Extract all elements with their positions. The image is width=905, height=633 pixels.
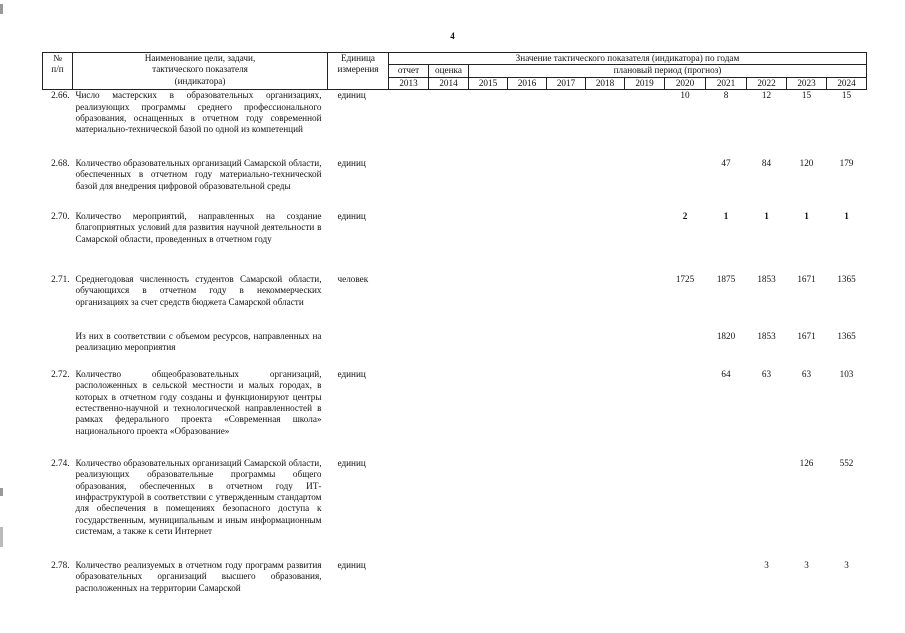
indicator-value <box>586 274 625 331</box>
indicator-value: 1365 <box>837 273 856 284</box>
indicator-value: 15 <box>841 90 852 101</box>
indicator-name: Из них в соответствии с объемом ресурсов, направленных на реализацию мероприятия <box>75 330 322 353</box>
indicator-value <box>547 90 586 158</box>
indicator-value: 12 <box>761 90 772 101</box>
table-row <box>43 274 867 331</box>
indicator-value <box>586 90 625 158</box>
indicator-value <box>586 369 625 458</box>
scan-artifact <box>0 4 3 14</box>
indicator-value <box>547 274 586 331</box>
header-planned: плановый период (прогноз) <box>469 65 867 77</box>
indicator-value: 10 <box>680 90 690 101</box>
indicator-value <box>508 90 547 158</box>
indicator-unit: единиц <box>337 90 366 101</box>
indicator-value: 1853 <box>757 273 776 284</box>
indicator-value <box>586 158 625 211</box>
indicator-value: 1671 <box>797 330 816 341</box>
indicator-value <box>389 274 429 331</box>
header-values: Значение тактического показателя (индикатора) по годам <box>389 53 867 65</box>
table-row <box>43 560 867 600</box>
indicator-value: 63 <box>801 368 812 379</box>
indicator-value <box>625 211 665 274</box>
indicator-unit: единиц <box>337 157 366 168</box>
indicator-value <box>389 331 429 369</box>
indicator-value: 3 <box>764 559 769 570</box>
indicator-unit: единиц <box>337 559 366 570</box>
indicator-value: 1725 <box>675 273 695 284</box>
indicator-value <box>547 211 586 274</box>
indicator-value <box>389 560 429 600</box>
indicator-value <box>508 369 547 458</box>
indicator-value <box>389 90 429 158</box>
indicator-value <box>429 158 469 211</box>
indicator-value: 1365 <box>837 330 856 341</box>
indicator-value <box>665 369 706 458</box>
indicator-value: 15 <box>801 90 812 101</box>
indicator-value <box>625 560 665 600</box>
row-number: 2.68. <box>51 157 70 168</box>
header-year: 2024 <box>827 77 867 89</box>
indicator-value <box>469 369 508 458</box>
header-unit: Единица измерения <box>328 53 389 90</box>
header-year: 2023 <box>787 77 827 89</box>
header-year: 2022 <box>747 77 787 89</box>
indicator-value <box>665 458 706 560</box>
indicator-unit: единиц <box>337 210 366 221</box>
indicator-value <box>508 560 547 600</box>
indicator-name: Количество образовательных организаций Самарской области, реализующих образовательные программы общего образования, обеспеченных в отчетном году ИТ-инфраструктурой в соответствии с утвержденным стандартом для обеспечения в помещениях безопасного доступа к государственным, муниципальным и иным информационным системам, а также к сети Интернет <box>75 457 322 537</box>
indicator-value <box>429 458 469 560</box>
indicator-value <box>508 211 547 274</box>
indicator-value: 1853 <box>757 330 776 341</box>
header-report: отчет <box>389 65 429 77</box>
row-number: 2.72. <box>51 368 70 379</box>
header-year: 2018 <box>586 77 625 89</box>
indicator-value: 3 <box>844 559 849 570</box>
indicator-value <box>429 211 469 274</box>
row-number: 2.74. <box>51 457 70 468</box>
indicator-value <box>508 331 547 369</box>
row-number: 2.78. <box>51 559 70 570</box>
header-year: 2014 <box>429 77 469 89</box>
header-year: 2019 <box>625 77 665 89</box>
indicator-value <box>389 458 429 560</box>
indicator-value <box>547 560 586 600</box>
indicator-name: Количество реализуемых в отчетном году программ развития образовательных организаций высшего образования, расположенных на территории Самарской <box>75 559 322 593</box>
row-number: 2.70. <box>51 210 70 221</box>
indicator-value <box>508 274 547 331</box>
indicator-value: 103 <box>839 368 854 379</box>
indicator-value <box>429 274 469 331</box>
indicator-value <box>469 90 508 158</box>
table-row <box>43 369 867 458</box>
indicator-value: 552 <box>839 457 854 468</box>
indicator-value: 1 <box>723 210 729 221</box>
indicators-table <box>42 52 867 600</box>
indicator-value <box>586 560 625 600</box>
table-row <box>43 458 867 560</box>
header-year: 2021 <box>706 77 747 89</box>
indicator-value <box>586 211 625 274</box>
table-row <box>43 331 867 369</box>
table-row <box>43 211 867 274</box>
indicator-value: 126 <box>799 457 814 468</box>
scan-artifact <box>0 527 3 547</box>
indicator-name: Количество общеобразовательных организаций, расположенных в сельской местности и малых городах, в которых в отчетном году созданы и функционируют центры естественно-научной и технологической направленностей в рамках федерального проекта «Современная школа» национального проекта «Образование» <box>75 368 322 436</box>
indicator-value: 8 <box>723 90 729 101</box>
indicator-value <box>508 158 547 211</box>
indicator-unit: единиц <box>337 457 366 468</box>
indicator-unit: единиц <box>337 368 366 379</box>
header-number: № п/п <box>43 53 73 90</box>
indicator-value: 179 <box>839 157 854 168</box>
indicator-value: 47 <box>721 157 731 168</box>
indicator-value <box>706 458 747 560</box>
row-number <box>43 331 73 369</box>
indicator-value: 1820 <box>716 330 736 341</box>
indicator-value <box>429 560 469 600</box>
indicator-value: 1 <box>764 210 769 221</box>
indicator-value <box>586 458 625 560</box>
header-year: 2013 <box>389 77 429 89</box>
indicator-value <box>665 560 706 600</box>
indicator-value <box>547 158 586 211</box>
indicator-value <box>429 331 469 369</box>
indicator-value <box>469 458 508 560</box>
indicator-name: Число мастерских в образовательных организациях, реализующих программы среднего профессионального образования, оснащенных в отчетном году современной материально-технической базой по одной из компетенций <box>75 90 322 135</box>
indicator-value: 2 <box>682 210 688 221</box>
indicator-name: Количество мероприятий, направленных на создание благоприятных условий для развития научной деятельности в Самарской области, проведенных в отчетном году <box>75 210 322 244</box>
indicator-value <box>706 560 747 600</box>
indicator-value <box>625 331 665 369</box>
indicator-unit <box>328 331 389 369</box>
scan-artifact <box>0 488 3 496</box>
indicator-value: 3 <box>804 559 809 570</box>
row-number: 2.71. <box>51 273 70 284</box>
indicator-value: 1 <box>844 210 849 221</box>
indicator-name: Количество образовательных организаций Самарской области, обеспеченных в отчетном году материально-технической базой для внедрения цифровой образовательной среды <box>75 157 322 191</box>
indicator-value <box>469 158 508 211</box>
header-estimate: оценка <box>429 65 469 77</box>
indicator-value: 63 <box>761 368 772 379</box>
header-year: 2017 <box>547 77 586 89</box>
header-name: Наименование цели, задачи, тактического показателя (индикатора) <box>73 53 328 90</box>
indicator-value <box>389 158 429 211</box>
table-row <box>43 90 867 158</box>
indicator-value <box>547 458 586 560</box>
indicator-value <box>389 369 429 458</box>
indicator-value <box>625 158 665 211</box>
header-year: 2015 <box>469 77 508 89</box>
indicator-value <box>625 369 665 458</box>
indicator-value <box>625 90 665 158</box>
indicator-value <box>665 158 706 211</box>
indicator-value <box>469 274 508 331</box>
indicator-value: 1875 <box>716 273 736 284</box>
header-year: 2020 <box>665 77 706 89</box>
indicator-value: 84 <box>761 157 772 168</box>
indicator-name: Среднегодовая численность студентов Самарской области, обучающихся в отчетном году в некоммерческих организациях за счет средств бюджета Самарской области <box>75 273 322 307</box>
indicator-value: 1671 <box>797 273 816 284</box>
indicator-unit: человек <box>337 273 369 284</box>
indicator-value <box>747 458 787 560</box>
indicator-value <box>508 458 547 560</box>
indicator-value <box>547 369 586 458</box>
indicator-value <box>389 211 429 274</box>
indicator-value <box>625 458 665 560</box>
indicator-value <box>547 331 586 369</box>
indicator-value: 64 <box>721 368 731 379</box>
table-row <box>43 158 867 211</box>
indicator-value <box>469 211 508 274</box>
indicator-value <box>429 369 469 458</box>
page-number: 4 <box>450 31 455 41</box>
indicator-value <box>665 331 706 369</box>
indicator-value <box>625 274 665 331</box>
indicator-value <box>469 560 508 600</box>
indicator-value <box>429 90 469 158</box>
indicator-value <box>586 331 625 369</box>
header-year: 2016 <box>508 77 547 89</box>
indicator-value: 1 <box>804 210 809 221</box>
indicator-value <box>469 331 508 369</box>
row-number: 2.66. <box>51 90 70 101</box>
indicator-value: 120 <box>799 157 814 168</box>
